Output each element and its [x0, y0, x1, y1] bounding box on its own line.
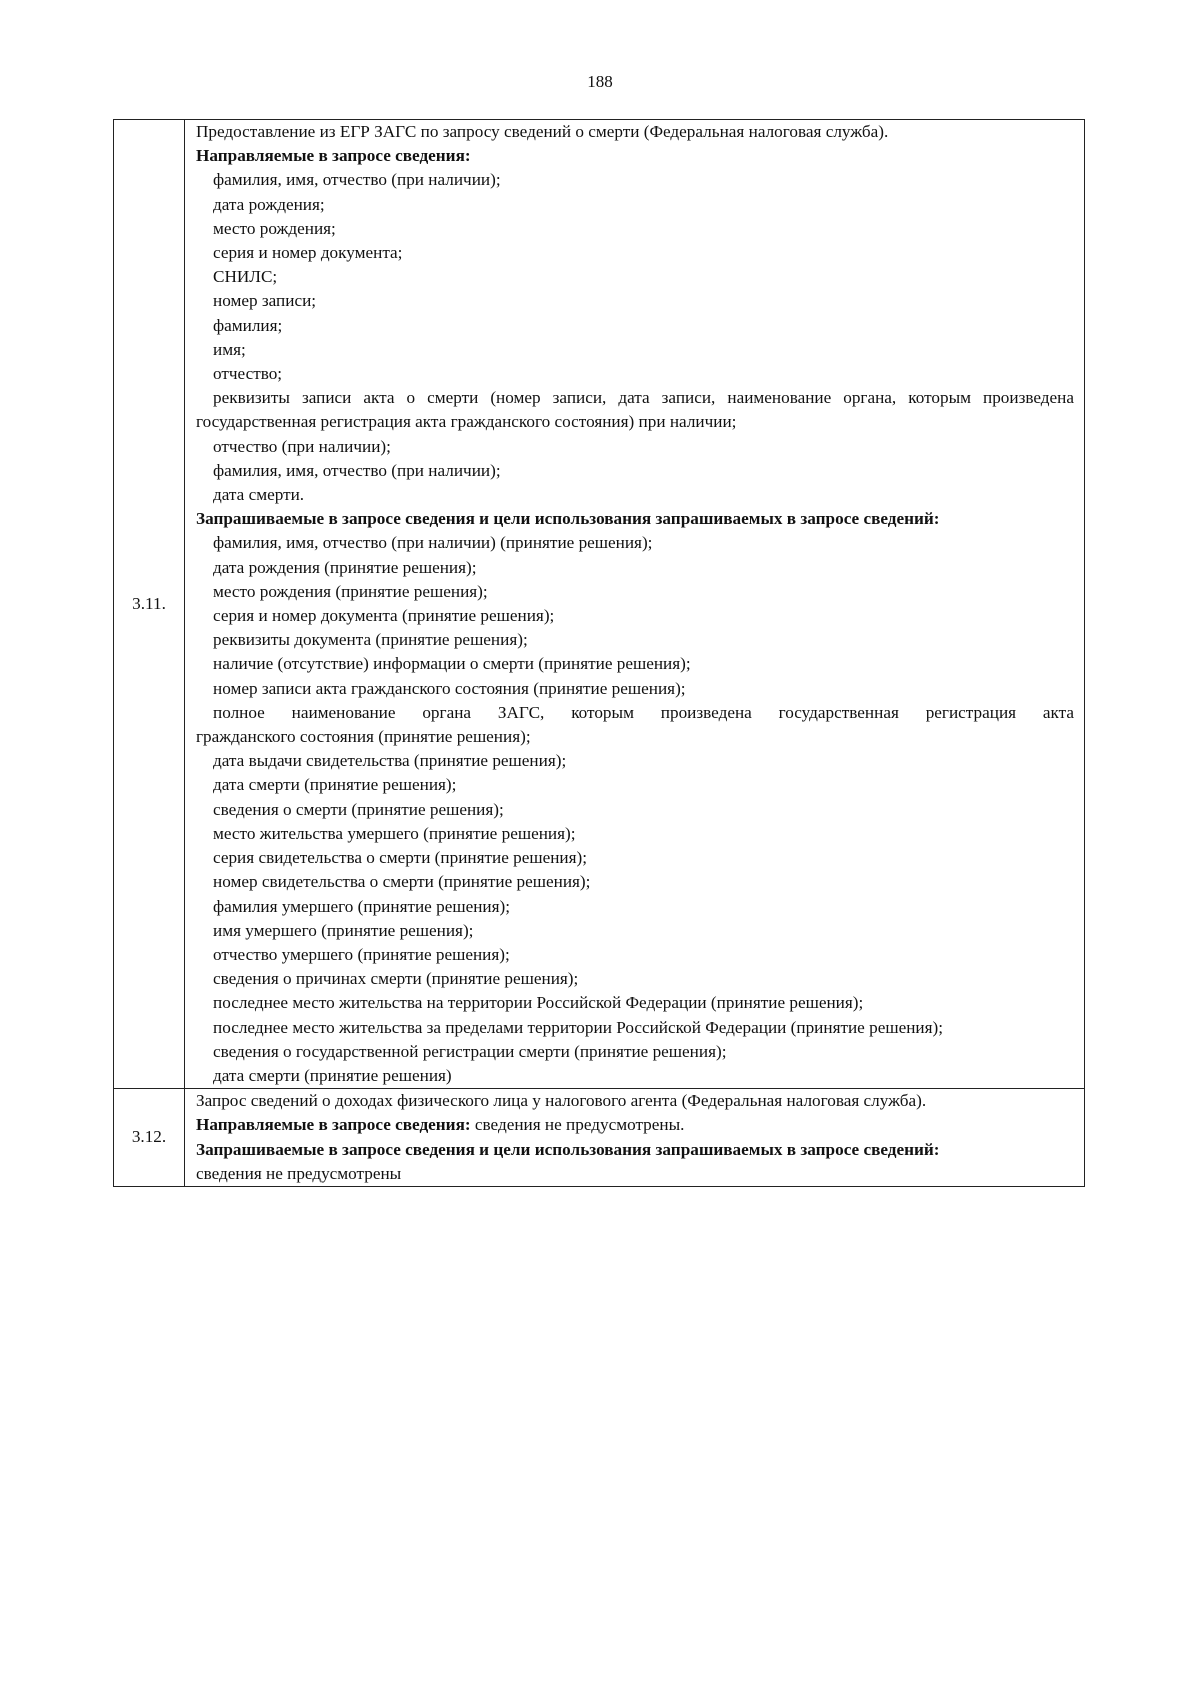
records-table: [113, 119, 1085, 1187]
requested-header: Запрашиваемые в запросе сведения и цели использования запрашиваемых в запросе сведений:: [196, 509, 940, 529]
list-item: серия свидетельства о смерти (принятие решения);: [213, 848, 588, 868]
list-item: имя;: [213, 339, 246, 359]
list-item: сведения о причинах смерти (принятие решения);: [213, 969, 579, 989]
list-item: фамилия, имя, отчество (при наличии) (принятие решения);: [213, 533, 653, 553]
list-item-continuation: гражданского состояния (принятие решения);: [196, 727, 531, 747]
list-item: фамилия;: [213, 315, 283, 335]
list-item: серия и номер документа (принятие решения);: [213, 606, 555, 626]
list-item: сведения о государственной регистрации смерти (принятие решения);: [213, 1041, 727, 1061]
row-content: [185, 120, 1085, 1089]
row-number: 3.11.: [114, 120, 185, 1089]
list-item: полное наименование органа ЗАГС, которым произведена государственная регистрация акта: [213, 702, 1074, 722]
page-number: 188: [587, 72, 613, 91]
row-content: [185, 1089, 1085, 1187]
list-item: фамилия умершего (принятие решения);: [213, 896, 510, 916]
list-item: место рождения (принятие решения);: [213, 581, 488, 601]
list-item: дата рождения;: [213, 194, 325, 214]
list-item: фамилия, имя, отчество (при наличии);: [213, 460, 501, 480]
list-item: отчество;: [213, 364, 283, 384]
list-item: имя умершего (принятие решения);: [213, 920, 474, 940]
sent-header: Направляемые в запросе сведения:: [196, 146, 471, 166]
list-item: дата рождения (принятие решения);: [213, 557, 477, 577]
list-item: фамилия, имя, отчество (при наличии);: [213, 170, 501, 190]
sent-value: сведения не предусмотрены.: [470, 1115, 685, 1135]
requested-header: Запрашиваемые в запросе сведения и цели использования запрашиваемых в запросе сведений:: [196, 1139, 940, 1159]
list-item: дата смерти (принятие решения): [213, 1065, 452, 1085]
list-item: место жительства умершего (принятие решения);: [213, 823, 576, 843]
list-item: последнее место жительства за пределами территории Российской Федерации (принятие решения);: [213, 1017, 943, 1037]
list-item: отчество умершего (принятие решения);: [213, 944, 510, 964]
list-item: последнее место жительства на территории Российской Федерации (принятие решения);: [213, 993, 864, 1013]
row-title: Запрос сведений о доходах физического лица у налогового агента (Федеральная налоговая служба).: [196, 1091, 927, 1111]
list-item: СНИЛС;: [213, 267, 278, 287]
list-item: наличие (отсутствие) информации о смерти (принятие решения);: [213, 654, 691, 674]
list-item: серия и номер документа;: [213, 243, 403, 263]
list-item: место рождения;: [213, 218, 336, 238]
row-number: 3.12.: [114, 1089, 185, 1187]
list-item: реквизиты записи акта о смерти (номер записи, дата записи, наименование органа, которым произведена: [213, 388, 1074, 408]
list-item: отчество (при наличии);: [213, 436, 391, 456]
list-item: номер записи акта гражданского состояния (принятие решения);: [213, 678, 686, 698]
list-item-continuation: государственная регистрация акта гражданского состояния) при наличии;: [196, 412, 737, 432]
sent-header: Направляемые в запросе сведения:: [196, 1115, 471, 1135]
sent-line: [196, 1113, 1074, 1137]
table-row-3-11: [114, 120, 1085, 1089]
table-row-3-12: [114, 1089, 1085, 1187]
list-item: дата смерти (принятие решения);: [213, 775, 457, 795]
list-item: реквизиты документа (принятие решения);: [213, 630, 528, 650]
list-item: дата смерти.: [213, 485, 305, 505]
row-title: Предоставление из ЕГР ЗАГС по запросу сведений о смерти (Федеральная налоговая служба).: [196, 122, 889, 141]
list-item: номер записи;: [213, 291, 317, 311]
list-item: дата выдачи свидетельства (принятие решения);: [213, 751, 567, 771]
list-item: номер свидетельства о смерти (принятие решения);: [213, 872, 591, 892]
requested-value: сведения не предусмотрены: [196, 1163, 402, 1183]
list-item: сведения о смерти (принятие решения);: [213, 799, 504, 819]
